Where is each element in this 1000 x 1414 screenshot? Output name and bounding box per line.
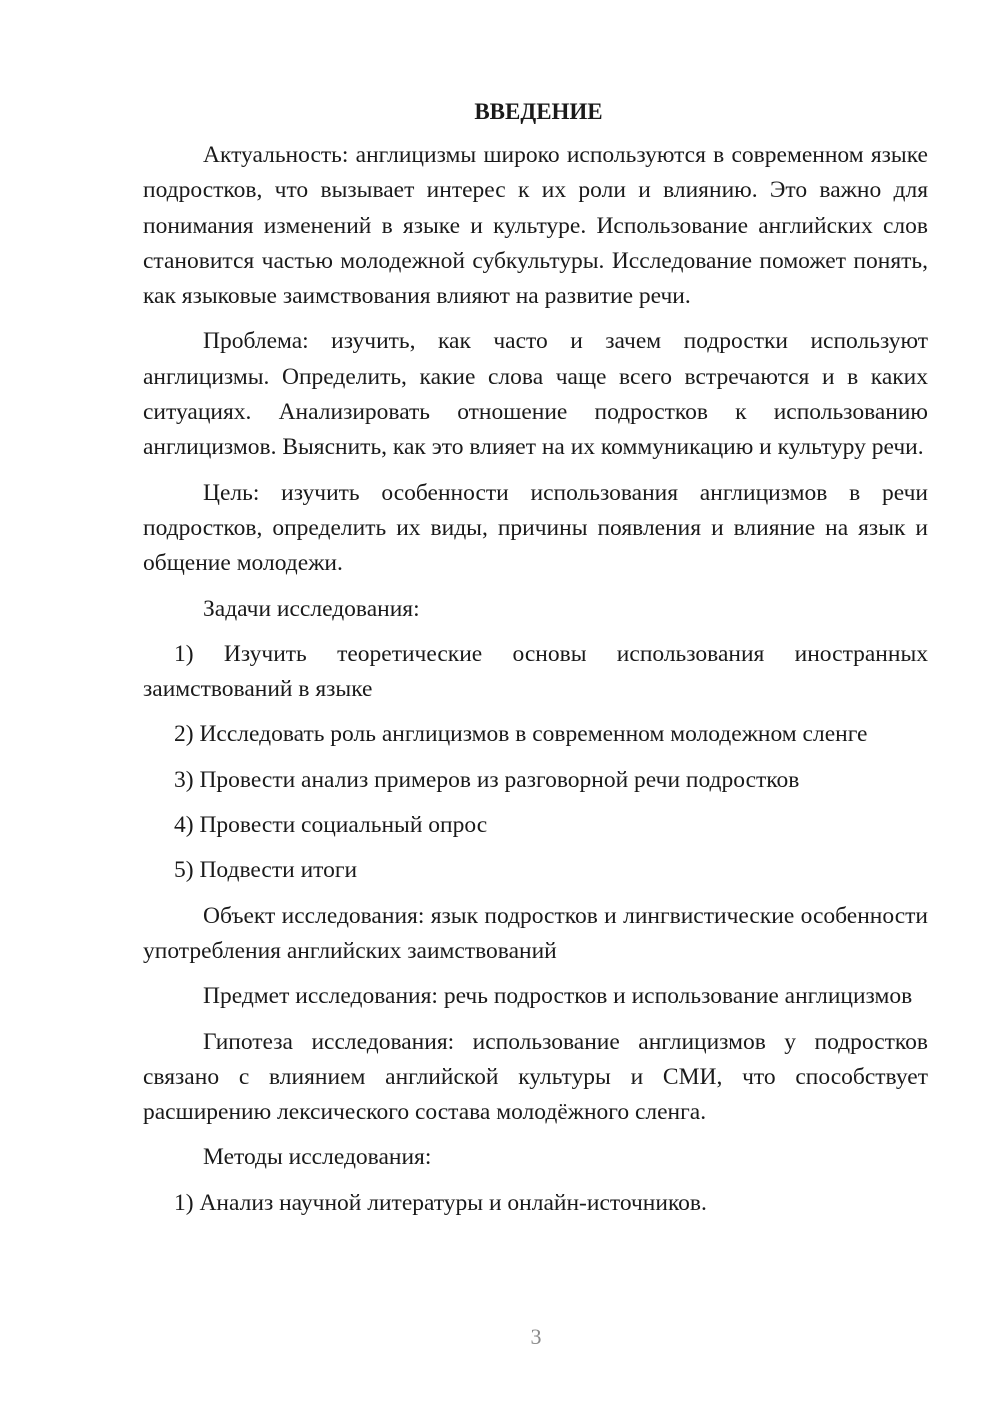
tasks-heading: Задачи исследования:	[203, 595, 420, 622]
hypothesis-paragraph: Гипотеза исследования: использование англицизмов у подростков связано с влиянием английской культуры и СМИ, что способствует расширению лексического состава молодёжного сленга.	[143, 1028, 928, 1126]
task-list-item: 3) Провести анализ примеров из разговорной речи подростков	[174, 766, 800, 793]
task-list-item: 5) Подвести итоги	[174, 857, 358, 884]
page-title: ВВЕДЕНИЕ	[474, 99, 603, 124]
goal-paragraph: Цель: изучить особенности использования англицизмов в речи подростков, определить их виды, причины появления и влияние на язык и общение молодежи.	[143, 479, 928, 577]
relevance-paragraph: Актуальность: англицизмы широко используются в современном языке подростков, что вызывает интерес к их роли и влиянию. Это важно для понимания изменений в языке и культуре. Использование английских слов становится частью молодежной субкультуры. Исследование поможет понять, как языковые заимствования влияют на развитие речи.	[143, 142, 928, 310]
task-list-item: 2) Исследовать роль англицизмов в современном молодежном сленге	[174, 721, 868, 748]
object-paragraph: Объект исследования: язык подростков и лингвистические особенности употребления английских заимствований	[143, 902, 928, 964]
method-list-item: 1) Анализ научной литературы и онлайн-источников.	[174, 1189, 707, 1216]
page-number: 3	[530, 1324, 542, 1349]
methods-heading: Методы исследования:	[203, 1144, 432, 1171]
task-list-item: 1) Изучить теоретические основы использования иностранных заимствований в языке	[143, 640, 928, 703]
problem-paragraph: Проблема: изучить, как часто и зачем подростки используют англицизмы. Определить, какие слова чаще всего встречаются и в каких ситуациях. Анализировать отношение подростков к использованию англицизмов. Выяснить, как это влияет на их коммуникацию и культуру речи.	[143, 328, 928, 461]
subject-paragraph: Предмет исследования: речь подростков и использование англицизмов	[203, 983, 913, 1010]
task-list-item: 4) Провести социальный опрос	[174, 812, 488, 839]
page-content	[143, 95, 928, 1231]
